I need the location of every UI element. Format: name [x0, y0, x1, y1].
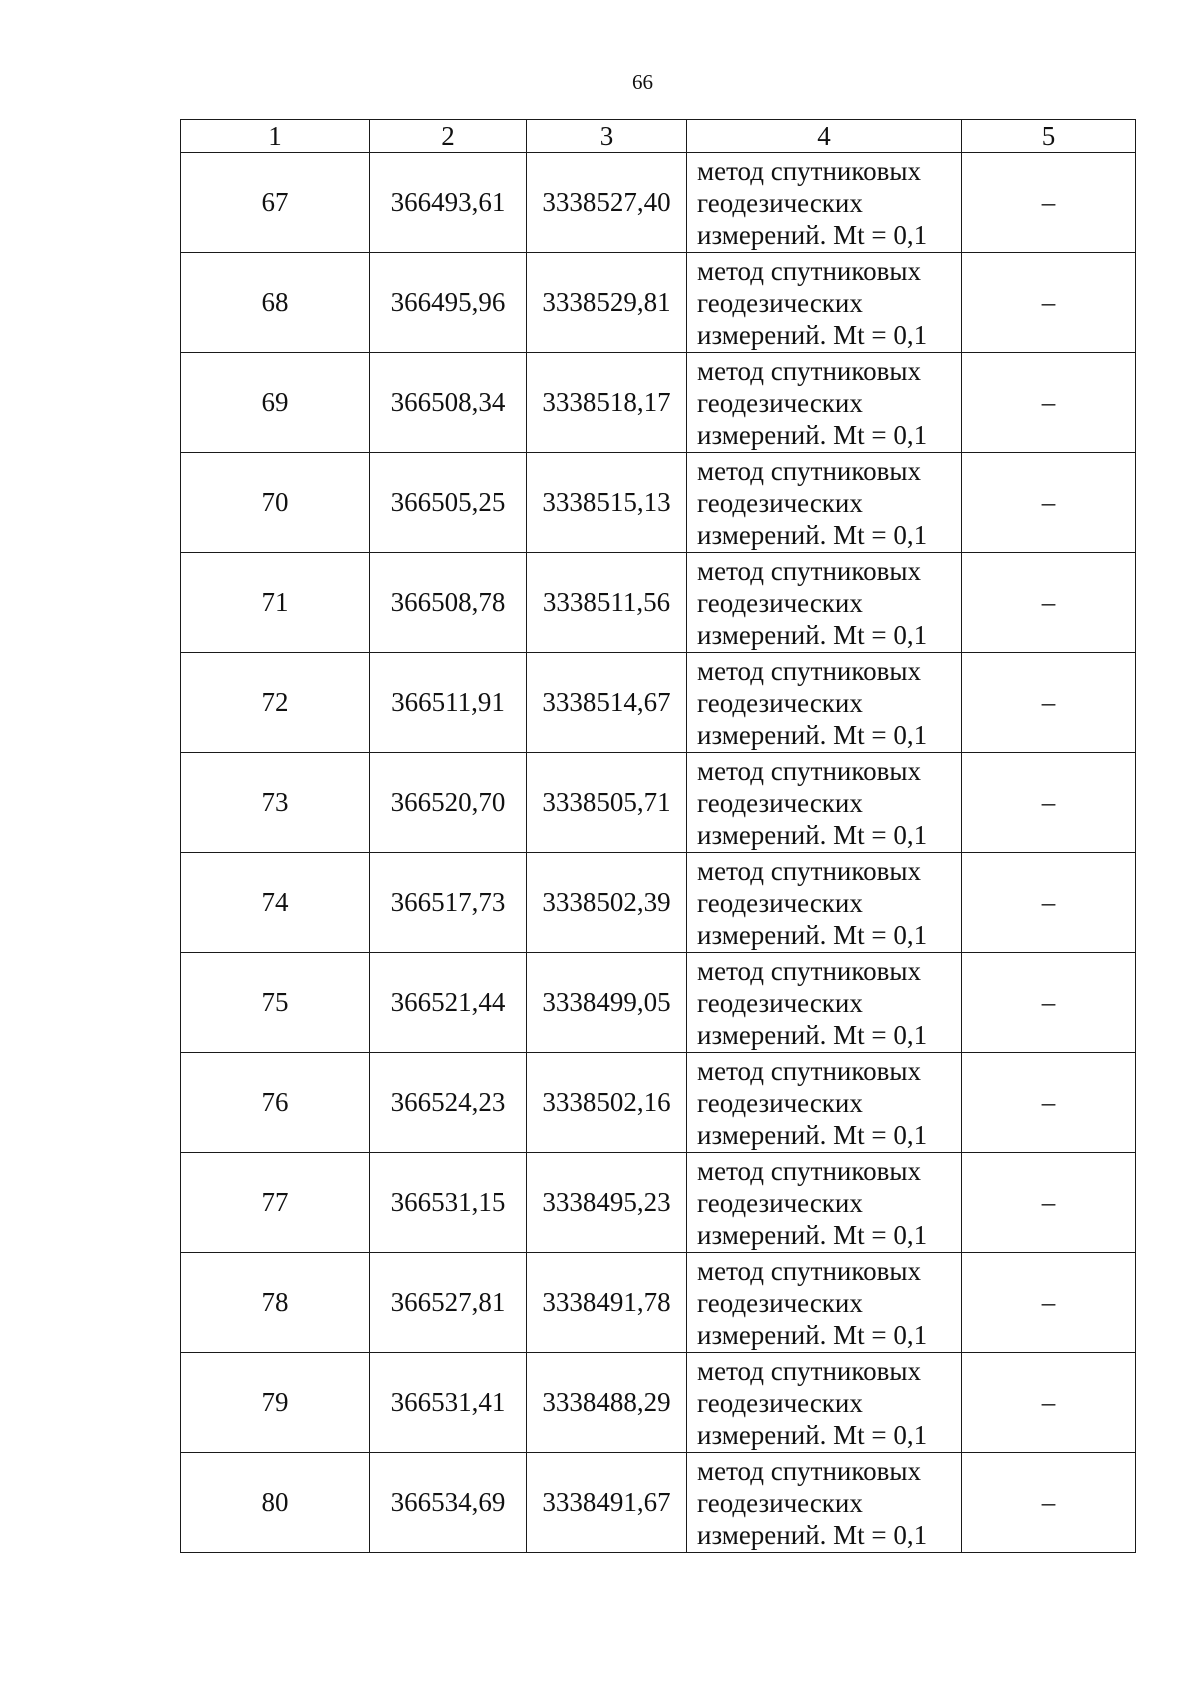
method-line: измерений. Mt = 0,1 — [697, 1219, 928, 1250]
method-cell — [687, 153, 962, 253]
y-coordinate-cell: 3338491,78 — [527, 1253, 687, 1353]
y-coordinate-cell: 3338491,67 — [527, 1453, 687, 1553]
method-line: измерений. Mt = 0,1 — [697, 819, 928, 850]
method-line: измерений. Mt = 0,1 — [697, 519, 928, 550]
method-line: геодезических — [697, 987, 863, 1018]
point-number-cell: 77 — [181, 1153, 370, 1253]
method-line: метод спутниковых — [697, 655, 921, 686]
method-line: метод спутниковых — [697, 955, 921, 986]
table-row — [181, 953, 1136, 1053]
method-line: измерений. Mt = 0,1 — [697, 919, 928, 950]
header-col-3: 3 — [527, 120, 687, 153]
x-coordinate-cell: 366531,15 — [370, 1153, 527, 1253]
point-number-cell: 72 — [181, 653, 370, 753]
table-header — [181, 120, 1136, 153]
point-number-cell: 80 — [181, 1453, 370, 1553]
table-row — [181, 353, 1136, 453]
note-cell: – — [962, 853, 1136, 953]
coordinates-table — [180, 119, 1136, 1553]
method-line: метод спутниковых — [697, 355, 921, 386]
method-line: метод спутниковых — [697, 1055, 921, 1086]
method-cell — [687, 1353, 962, 1453]
method-line: измерений. Mt = 0,1 — [697, 619, 928, 650]
point-number-cell: 68 — [181, 253, 370, 353]
y-coordinate-cell: 3338515,13 — [527, 453, 687, 553]
method-cell — [687, 553, 962, 653]
note-cell: – — [962, 1153, 1136, 1253]
method-line: измерений. Mt = 0,1 — [697, 219, 928, 250]
note-cell: – — [962, 653, 1136, 753]
x-coordinate-cell: 366495,96 — [370, 253, 527, 353]
point-number-cell: 67 — [181, 153, 370, 253]
note-cell: – — [962, 1053, 1136, 1153]
y-coordinate-cell: 3338511,56 — [527, 553, 687, 653]
point-number-cell: 69 — [181, 353, 370, 453]
method-line: метод спутниковых — [697, 155, 921, 186]
x-coordinate-cell: 366505,25 — [370, 453, 527, 553]
method-line: измерений. Mt = 0,1 — [697, 1319, 928, 1350]
method-cell — [687, 653, 962, 753]
method-line: измерений. Mt = 0,1 — [697, 1119, 928, 1150]
method-cell — [687, 1153, 962, 1253]
x-coordinate-cell: 366534,69 — [370, 1453, 527, 1553]
method-line: измерений. Mt = 0,1 — [697, 1519, 928, 1550]
header-col-4: 4 — [687, 120, 962, 153]
x-coordinate-cell: 366508,78 — [370, 553, 527, 653]
method-cell — [687, 453, 962, 553]
header-row — [181, 120, 1136, 153]
note-cell: – — [962, 1453, 1136, 1553]
method-line: измерений. Mt = 0,1 — [697, 1019, 928, 1050]
header-col-1: 1 — [181, 120, 370, 153]
note-cell: – — [962, 1253, 1136, 1353]
y-coordinate-cell: 3338502,16 — [527, 1053, 687, 1153]
note-cell: – — [962, 753, 1136, 853]
method-line: геодезических — [697, 1487, 863, 1518]
x-coordinate-cell: 366531,41 — [370, 1353, 527, 1453]
x-coordinate-cell: 366520,70 — [370, 753, 527, 853]
note-cell: – — [962, 153, 1136, 253]
y-coordinate-cell: 3338514,67 — [527, 653, 687, 753]
method-cell — [687, 353, 962, 453]
method-line: измерений. Mt = 0,1 — [697, 719, 928, 750]
point-number-cell: 78 — [181, 1253, 370, 1353]
method-line: геодезических — [697, 1387, 863, 1418]
table-row — [181, 853, 1136, 953]
point-number-cell: 74 — [181, 853, 370, 953]
method-line: геодезических — [697, 187, 863, 218]
table-row — [181, 1153, 1136, 1253]
table-row — [181, 1453, 1136, 1553]
method-cell — [687, 253, 962, 353]
method-cell — [687, 953, 962, 1053]
page-number: 66 — [632, 70, 653, 94]
method-line: геодезических — [697, 387, 863, 418]
method-line: метод спутниковых — [697, 1455, 921, 1486]
method-cell — [687, 1053, 962, 1153]
method-line: геодезических — [697, 587, 863, 618]
note-cell: – — [962, 953, 1136, 1053]
header-col-5: 5 — [962, 120, 1136, 153]
method-cell — [687, 753, 962, 853]
method-cell — [687, 853, 962, 953]
table-body — [181, 153, 1136, 1553]
y-coordinate-cell: 3338488,29 — [527, 1353, 687, 1453]
method-line: геодезических — [697, 287, 863, 318]
x-coordinate-cell: 366511,91 — [370, 653, 527, 753]
point-number-cell: 79 — [181, 1353, 370, 1453]
method-line: метод спутниковых — [697, 1355, 921, 1386]
y-coordinate-cell: 3338527,40 — [527, 153, 687, 253]
method-line: метод спутниковых — [697, 1255, 921, 1286]
table-row — [181, 1053, 1136, 1153]
table-row — [181, 753, 1136, 853]
y-coordinate-cell: 3338499,05 — [527, 953, 687, 1053]
method-line: метод спутниковых — [697, 1155, 921, 1186]
note-cell: – — [962, 353, 1136, 453]
method-cell — [687, 1253, 962, 1353]
x-coordinate-cell: 366493,61 — [370, 153, 527, 253]
table-row — [181, 653, 1136, 753]
x-coordinate-cell: 366521,44 — [370, 953, 527, 1053]
x-coordinate-cell: 366508,34 — [370, 353, 527, 453]
table-row — [181, 153, 1136, 253]
y-coordinate-cell: 3338529,81 — [527, 253, 687, 353]
x-coordinate-cell: 366524,23 — [370, 1053, 527, 1153]
method-line: геодезических — [697, 487, 863, 518]
method-line: геодезических — [697, 1287, 863, 1318]
y-coordinate-cell: 3338505,71 — [527, 753, 687, 853]
note-cell: – — [962, 453, 1136, 553]
method-line: метод спутниковых — [697, 755, 921, 786]
point-number-cell: 73 — [181, 753, 370, 853]
point-number-cell: 71 — [181, 553, 370, 653]
x-coordinate-cell: 366527,81 — [370, 1253, 527, 1353]
method-line: метод спутниковых — [697, 255, 921, 286]
point-number-cell: 75 — [181, 953, 370, 1053]
y-coordinate-cell: 3338495,23 — [527, 1153, 687, 1253]
method-line: измерений. Mt = 0,1 — [697, 319, 928, 350]
table-row — [181, 253, 1136, 353]
method-line: измерений. Mt = 0,1 — [697, 419, 928, 450]
method-line: метод спутниковых — [697, 855, 921, 886]
method-line: геодезических — [697, 887, 863, 918]
table-row — [181, 1253, 1136, 1353]
table-row — [181, 1353, 1136, 1453]
note-cell: – — [962, 253, 1136, 353]
y-coordinate-cell: 3338502,39 — [527, 853, 687, 953]
method-line: геодезических — [697, 787, 863, 818]
table-row — [181, 453, 1136, 553]
method-line: метод спутниковых — [697, 555, 921, 586]
point-number-cell: 76 — [181, 1053, 370, 1153]
y-coordinate-cell: 3338518,17 — [527, 353, 687, 453]
method-cell — [687, 1453, 962, 1553]
x-coordinate-cell: 366517,73 — [370, 853, 527, 953]
table-row — [181, 553, 1136, 653]
method-line: геодезических — [697, 1187, 863, 1218]
point-number-cell: 70 — [181, 453, 370, 553]
note-cell: – — [962, 1353, 1136, 1453]
method-line: геодезических — [697, 687, 863, 718]
header-col-2: 2 — [370, 120, 527, 153]
method-line: геодезических — [697, 1087, 863, 1118]
method-line: метод спутниковых — [697, 455, 921, 486]
note-cell: – — [962, 553, 1136, 653]
method-line: измерений. Mt = 0,1 — [697, 1419, 928, 1450]
